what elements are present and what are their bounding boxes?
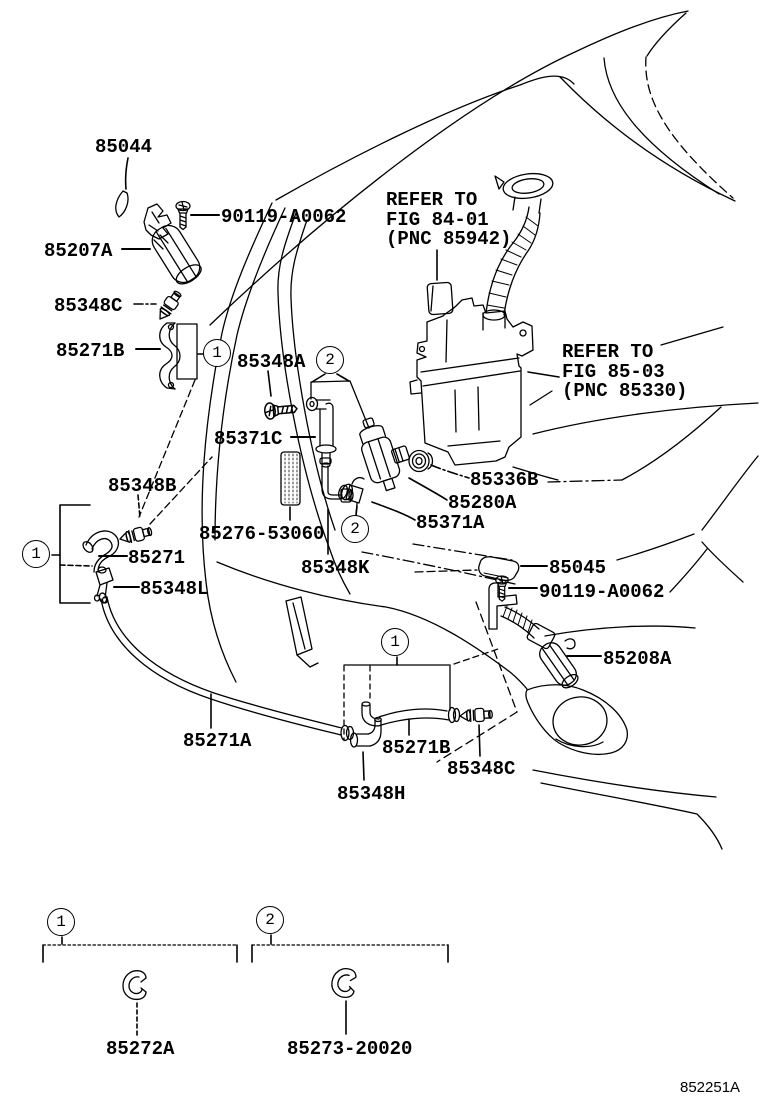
part-label-85348h: 85348H — [337, 783, 406, 805]
part-label-85280a: 85280A — [448, 492, 517, 514]
part-label-85044: 85044 — [95, 136, 153, 158]
callout-1-clamp-lower: 1 — [381, 628, 409, 656]
hose-plug-85348b — [118, 525, 152, 545]
note-refer-fig-85-03 — [562, 343, 687, 402]
part-label-85273-20020: 85273-20020 — [287, 1038, 413, 1060]
part-label-85348k: 85348K — [301, 557, 370, 579]
part-label-85272a: 85272A — [106, 1038, 175, 1060]
tube-85371c — [307, 398, 337, 468]
washer-pump-85280a — [353, 410, 417, 494]
clamp-85272a — [123, 971, 146, 1000]
part-label-85045: 85045 — [549, 557, 607, 579]
part-label-85371a: 85371A — [416, 512, 485, 534]
part-label-90119-a0062-top: 90119-A0062 — [221, 206, 347, 228]
part-label-85371c: 85371C — [214, 428, 283, 450]
leader-lines — [43, 158, 601, 1035]
part-label-85348a: 85348A — [237, 351, 306, 373]
note-refer-fig-84-01 — [386, 191, 511, 250]
washer-motor-85207a — [144, 204, 205, 288]
part-label-85208a: 85208A — [603, 648, 672, 670]
joint-85348l — [95, 567, 114, 603]
car-body-outline — [202, 11, 758, 849]
hose-85271b-bottom — [362, 702, 460, 726]
note-line: FIG 85-03 — [562, 360, 665, 383]
clamp-85273-20020 — [330, 967, 357, 999]
part-label-85271b-bottom: 85271B — [382, 737, 451, 759]
figure-code: 852251A — [680, 1079, 741, 1096]
note-line: (PNC 85330) — [562, 380, 688, 402]
grommet-85336b — [409, 451, 433, 472]
part-label-85348b: 85348B — [108, 475, 177, 497]
legend-callout-2: 2 — [256, 906, 284, 934]
legend-callout-1: 1 — [47, 908, 75, 936]
callout-2-clamp-mid: 2 — [341, 515, 369, 543]
note-line: (PNC 85942) — [386, 228, 512, 250]
bumper-stay — [286, 597, 318, 667]
callout-1-clamp-left: 1 — [22, 540, 50, 568]
part-label-85271b-top: 85271B — [56, 340, 125, 362]
nozzle-seal-85044 — [116, 191, 128, 217]
part-label-85207a: 85207A — [44, 240, 113, 262]
note-line: REFER TO — [562, 341, 654, 363]
part-label-85271a: 85271A — [183, 730, 252, 752]
screw-90119-top — [176, 202, 190, 230]
fog-lamp-bezel — [526, 685, 627, 755]
part-label-85276-53060: 85276-53060 — [199, 523, 325, 545]
callout-2-clamp-upper: 2 — [316, 346, 344, 374]
part-label-85348l: 85348L — [140, 578, 209, 600]
callout-1-clamp-upper: 1 — [203, 339, 231, 367]
part-label-85271: 85271 — [128, 547, 186, 569]
part-label-85348c-bottom: 85348C — [447, 758, 516, 780]
bracket-85271b-top — [160, 323, 197, 389]
note-line: FIG 84-01 — [386, 208, 489, 231]
note-line: REFER TO — [386, 189, 478, 211]
part-label-90119-a0062-bottom: 90119-A0062 — [539, 581, 665, 603]
damper-85276-53060 — [281, 452, 300, 505]
washer-reservoir-85330 — [410, 298, 533, 465]
hose-85271a — [98, 592, 353, 740]
hose-plug-85348c-top — [155, 289, 184, 323]
hose-plug-85348c-bottom — [460, 708, 493, 723]
hose-85348k — [320, 458, 353, 502]
part-label-85336b: 85336B — [470, 469, 539, 491]
relay-box-85942 — [427, 282, 453, 315]
part-label-85348c-top: 85348C — [54, 295, 123, 317]
